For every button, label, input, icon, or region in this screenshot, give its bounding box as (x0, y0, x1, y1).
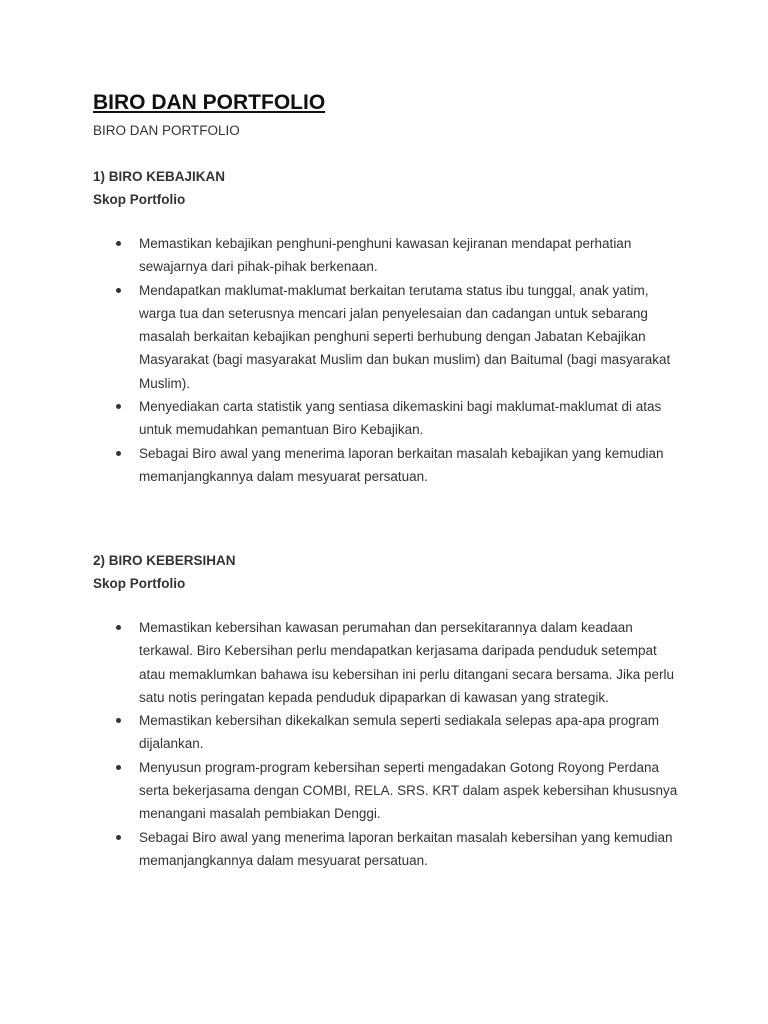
document-subtitle: BIRO DAN PORTFOLIO (93, 123, 240, 138)
document-page (93, 88, 693, 868)
section-heading: 1) BIRO KEBAJIKAN (93, 169, 226, 184)
list-item (93, 395, 684, 442)
section-heading: 2) BIRO KEBERSIHAN (93, 553, 236, 568)
bullet-list (93, 616, 693, 872)
list-item-text: Mendapatkan maklumat-maklumat berkaitan terutama status ibu tunggal, anak yatim, warga tua dan seterusnya mencari jalan penyelesaian dan cadangan untuk sebarang masalah berkaitan kebajikan penghuni seperti berhubung dengan Jabatan Kebajikan Masyarakat (bagi masyarakat Muslim dan bukan muslim) dan Baitumal (bagi masyarakat Muslim). (139, 282, 671, 391)
bullet-icon (116, 835, 121, 840)
list-item-text: Memastikan kebersihan dikekalkan semula seperti sediakala selepas apa-apa program dijalankan. (139, 713, 660, 752)
list-item (93, 616, 684, 709)
list-item (93, 442, 684, 489)
bullet-icon (116, 288, 121, 293)
list-item-text: Sebagai Biro awal yang menerima laporan berkaitan masalah kebersihan yang kemudian memanjangkannya dalam mesyuarat persatuan. (139, 829, 673, 868)
bullet-icon (116, 718, 121, 723)
list-item-text: Memastikan kebajikan penghuni-penghuni kawasan kejiranan mendapat perhatian sewajarnya dari pihak-pihak berkenaan. (139, 236, 632, 275)
list-item-text: Menyusun program-program kebersihan seperti mengadakan Gotong Royong Perdana serta bekerjasama dengan COMBI, RELA. SRS. KRT dalam aspek kebersihan khususnya menangani masalah pembiakan Denggi. (139, 759, 678, 822)
list-item (93, 232, 684, 279)
bullet-icon (116, 241, 121, 246)
list-item (93, 756, 684, 826)
bullet-list (93, 232, 693, 488)
list-item-text: Menyediakan carta statistik yang sentiasa dikemaskini bagi maklumat-maklumat di atas untuk memudahkan pemantuan Biro Kebajikan. (139, 399, 662, 438)
bullet-icon (116, 765, 121, 770)
document-title: BIRO DAN PORTFOLIO (93, 91, 326, 114)
list-item-text: Memastikan kebersihan kawasan perumahan dan persekitarannya dalam keadaan terkawal. Biro Kebersihan perlu mendapatkan kerjasama daripada penduduk setempat atau memaklumkan bahawa isu kebersihan ini perlu ditangani secara bersama. Jika perlu satu notis peringatan kepada penduduk dipaparkan di kawasan yang strategik. (139, 620, 675, 705)
section-biro-kebersihan (93, 552, 693, 872)
scope-label: Skop Portfolio (93, 192, 186, 207)
scope-label: Skop Portfolio (93, 576, 186, 591)
list-item (93, 709, 684, 756)
list-item (93, 279, 684, 395)
bullet-icon (116, 625, 121, 630)
bullet-icon (116, 451, 121, 456)
section-biro-kebajikan (93, 168, 693, 488)
list-item (93, 826, 684, 873)
list-item-text: Sebagai Biro awal yang menerima laporan berkaitan masalah kebajikan yang kemudian memanjangkannya dalam mesyuarat persatuan. (139, 445, 664, 484)
bullet-icon (116, 404, 121, 409)
